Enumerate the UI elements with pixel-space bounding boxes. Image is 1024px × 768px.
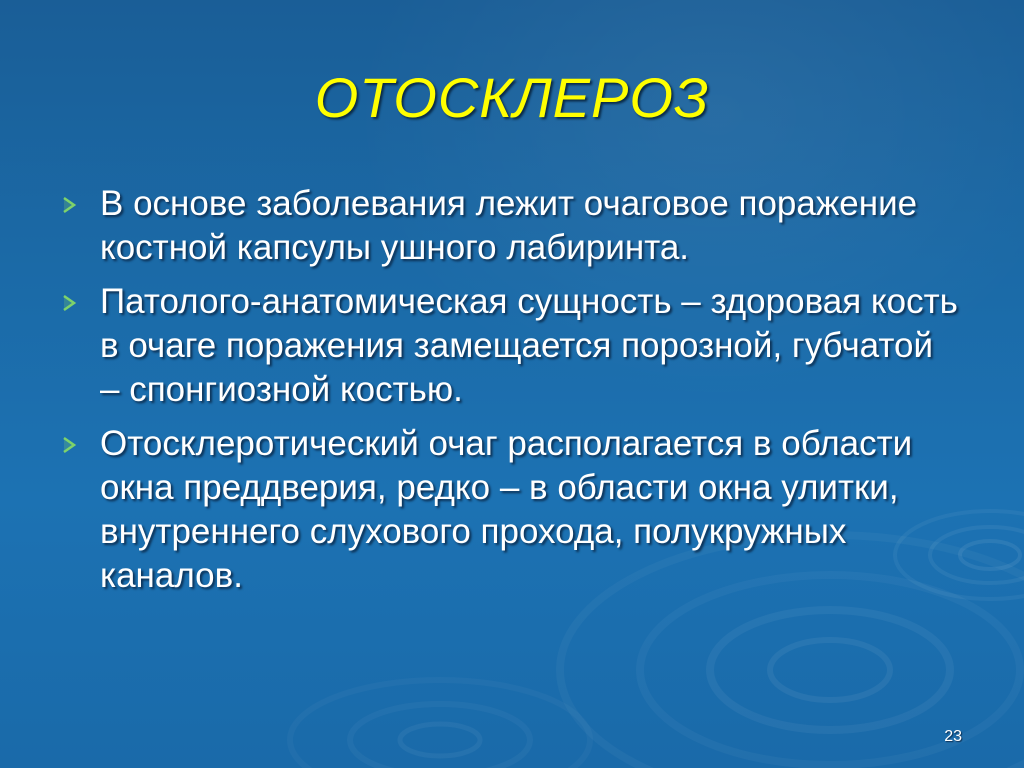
chevron-right-icon [60, 435, 84, 455]
chevron-right-icon [60, 293, 84, 313]
bullet-text: Патолого-анатомическая сущность – здоровая кость в очаге поражения замещается порозной, губчатой – спонгиозной костью. [100, 282, 958, 409]
bullet-list [60, 182, 960, 608]
chevron-right-icon [60, 195, 84, 215]
slide-title: ОТОСКЛЕРОЗ [314, 66, 710, 129]
bullet-item [60, 182, 960, 270]
bullet-text: В основе заболевания лежит очаговое поражение костной капсулы ушного лабиринта. [100, 184, 918, 267]
bullet-text: Отосклеротический очаг располагается в области окна преддверия, редко – в области окна улитки, внутреннего слухового прохода, полукружных каналов. [100, 424, 913, 595]
bullet-item [60, 422, 960, 598]
page-number: 23 [944, 728, 962, 745]
bullet-item [60, 280, 960, 412]
